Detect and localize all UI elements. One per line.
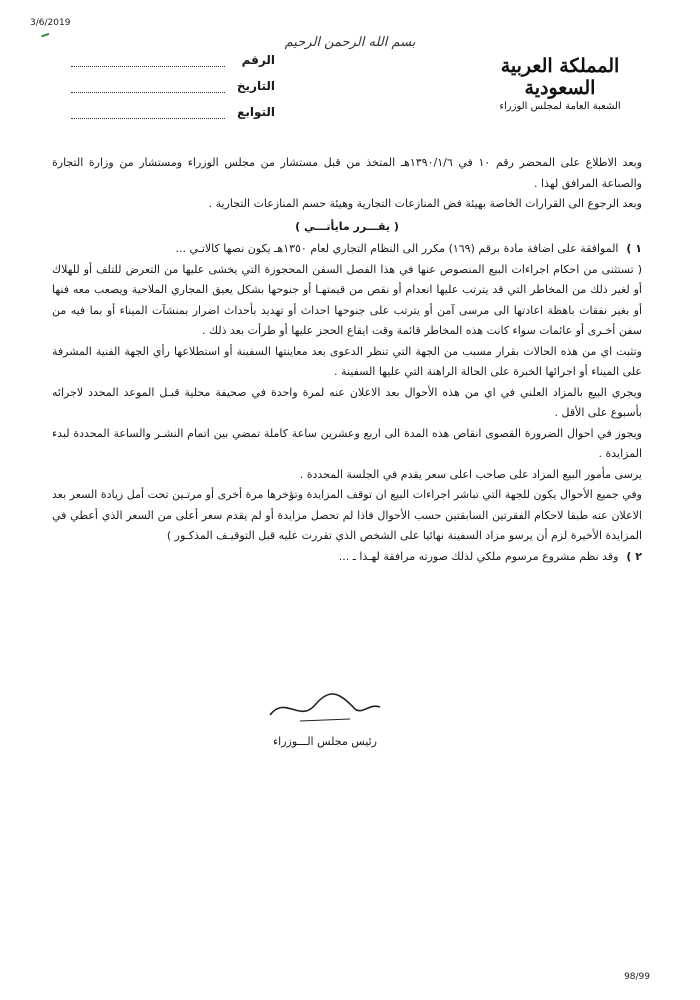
signature-mark <box>260 685 390 730</box>
print-date: 3/6/2019 <box>30 18 71 28</box>
field-attachments-label: التوابع <box>237 105 275 119</box>
field-number-line <box>71 52 225 67</box>
item-1-number: ١ ) <box>626 242 642 255</box>
letterhead-line2: الشعبة العامة لمجلس الوزراء <box>499 101 621 112</box>
paragraph-auction: ويجري البيع بالمزاد العلني في اي من هذه الأحوال بعد الاعلان عنه لمرة واحدة في صحيفة محلية قبـل الموعد المحدد لاجرائه بأسبوع على الأقل . <box>52 385 642 419</box>
paragraph-verification: وتثبت اي من هذه الحالات بقرار مسبب من الجهة التي تنظر الدعوى بعد معاينتها السفينة أو استطلاعها رأي الجهة الفنية المشرفة على الميناء أو اجرائها الخبرة على الحالة الراهنة التي عليها السفينة . <box>52 344 642 378</box>
paragraph-postponement: وفي جميع الأحوال يكون للجهة التي تباشر اجراءات البيع ان توقف المزايدة وتؤخرها مرة أخرى أو مرتـين تحت أمل زيادة السعر بعد الاعلان عنه طبقا لاحكام الفقرتين السابقتين حسب الأحوال فاذا لم تحصل مزايدة أو لم يقدم سعر أعلى من السعر الذي أعطي في المزايدة الأخيرة لزم أن يرسو مزاد السفينة نهائيا على الشخص الذي تقررت عليه قبل التوقيـف المذكـور ) <box>52 488 642 542</box>
field-number <box>65 41 275 67</box>
letterhead <box>480 55 640 112</box>
field-date-label: التاريخ <box>236 79 275 93</box>
page-number: 98/99 <box>624 972 650 982</box>
field-date-line <box>71 78 225 93</box>
item-2 <box>52 547 642 568</box>
letterhead-line1: المملكة العربية السعودية <box>500 55 620 99</box>
basmala: بسم الله الرحمن الرحيم <box>284 35 416 50</box>
item-2-number: ٢ ) <box>626 549 642 563</box>
paragraph-review-decisions: وبعد الرجوع الى القرارات الخاصة بهيئة فض المنازعات التجارية وهيئة حسم المنازعات التجارية . <box>208 197 642 210</box>
paragraph-exemption: ( تستثنى من احكام اجراءات البيع المنصوص عنها في هذا الفصل السفن المحجوزة التي يخشى عليها من التعرض للتلف أو للهلاك أو لغير ذلك من المخاطر التي قد يترتب عليها انعدام أو نقص من قيمتهـا أو جنوحها بشكل يعيق المجاري الملاحية ويصعب معه فنها أو بغير نفقات باهظة اعادتها الى مرسى آمن أو يترتب على جنوحها احداث أو تهديد بأحداث اضرار بمنشآت الميناء أو بما فيه من سفن أخـرى أو عائمات سواء كانت هذه المخاطر قائمة وقت ايقاع الحجز عليها أو طرأت بعد ذلك . <box>52 262 642 337</box>
item-1-text: الموافقة على اضافة مادة برقم (١٦٩) مكرر الى النظام التجاري لعام ١٣٥٠هـ يكون نصها كالاتـي ... <box>175 242 619 255</box>
decides-heading: ( يقـــرر مايأتـــي ) <box>295 219 399 233</box>
signature-title: رئيس مجلس الـــوزراء <box>273 735 377 748</box>
field-number-label: الرقم <box>241 53 275 67</box>
item-2-text: وقد نظم مشروع مرسوم ملكي لذلك صورته مرافقة لهـذا ـ ... <box>338 549 619 563</box>
field-attachments-line <box>71 104 225 119</box>
document-page <box>45 25 650 748</box>
field-attachments <box>65 93 275 119</box>
paragraph-urgency: ويجوز في احوال الضرورة القصوى انقاص هذه المدة الى اربع وعشرين ساعة كاملة تمضي بين اتمام النشـر والساعة المحددة لبدء المزايدة . <box>52 426 642 460</box>
paragraph-review-minutes: وبعد الاطلاع على المحضر رقم ١٠ في ١٣٩٠/١/٦هـ المتخذ من قبل مستشار من مجلس الوزراء ومستشار من وزارة التجارة والصناعة المرافق لهذا . <box>52 156 643 190</box>
paragraph-award: يرسى مأمور البيع المزاد على صاحب اعلى سعر يقدم في الجلسة المحددة . <box>299 467 642 481</box>
reference-fields <box>65 41 275 119</box>
letter-body <box>52 153 642 567</box>
item-1 <box>52 239 642 260</box>
field-date <box>65 67 275 93</box>
